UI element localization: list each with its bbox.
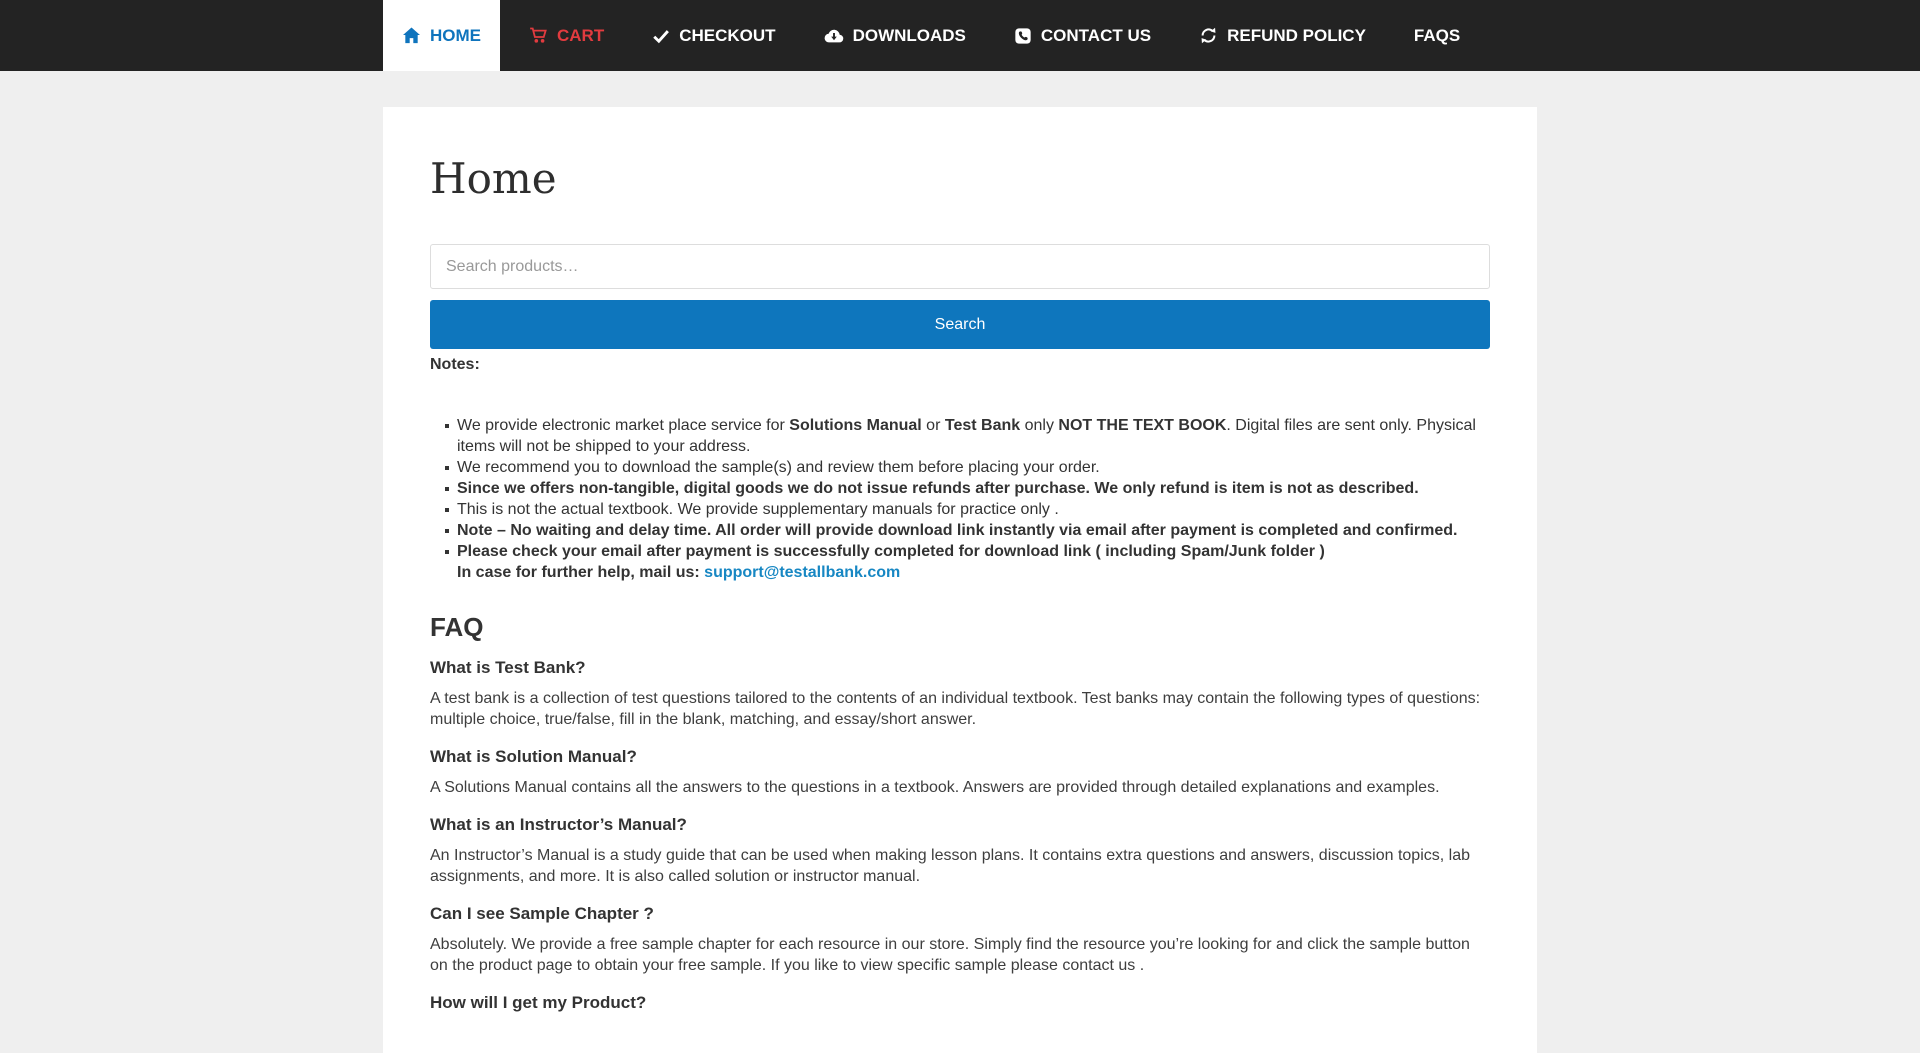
faq-question: What is Solution Manual? (430, 747, 637, 766)
nav-item-label: FAQS (1413, 25, 1461, 45)
search-button[interactable]: Search (430, 300, 1490, 349)
faq-question: What is Test Bank? (430, 658, 586, 677)
nav-item-refund-policy[interactable] (1180, 0, 1385, 71)
faq-answer: An Instructor’s Manual is a study guide that can be used when making lesson plans. It contains extra questions and answers, discussion topics, lab assignments, and more. It is also called solution or instructor manual. (430, 847, 1470, 885)
support-email-link[interactable]: support@testallbank.com (704, 564, 901, 581)
nav-item-cart[interactable] (510, 0, 623, 71)
notes-heading: Notes: (430, 356, 480, 373)
page-title: Home (430, 154, 557, 203)
content-card (383, 107, 1537, 1053)
nav-item-label: CONTACT US (1040, 25, 1152, 45)
nav-item-label: CHECKOUT (679, 25, 776, 45)
faq-heading: FAQ (430, 612, 484, 642)
nav-item-label: CART (557, 25, 605, 45)
note-item: Since we offers non-tangible, digital goods we do not issue refunds after purchase. We only refund is item is not as described. (444, 478, 1490, 499)
check-icon (652, 27, 670, 45)
faq-question: How will I get my Product? (430, 993, 647, 1012)
search-input[interactable] (430, 244, 1490, 289)
note-item: This is not the actual textbook. We provide supplementary manuals for practice only . (444, 499, 1490, 520)
faq-item (430, 904, 1490, 976)
faq-answer: Absolutely. We provide a free sample chapter for each resource in our store. Simply find the resource you’re looking for and click the sample button on the product page to obtain your free sample. If you like to view specific sample please contact us . (430, 936, 1470, 974)
phone-square-icon (1014, 27, 1032, 45)
nav-item-label: REFUND POLICY (1227, 25, 1366, 45)
faq-item (430, 747, 1490, 798)
faq-answer: A Solutions Manual contains all the answers to the questions in a textbook. Answers are provided through detailed explanations and examples. (430, 779, 1440, 796)
nav-item-contact-us[interactable] (995, 0, 1170, 71)
note-item: Note – No waiting and delay time. All order will provide download link instantly via email after payment is completed and confirmed. (444, 520, 1490, 541)
top-navbar (0, 0, 1920, 71)
note-item: Please check your email after payment is successfully completed for download link ( including Spam/Junk folder ) (444, 541, 1490, 562)
faq-item (430, 815, 1490, 887)
note-item: We recommend you to download the sample(s) and review them before placing your order. (444, 457, 1490, 478)
cart-icon (529, 26, 548, 45)
home-icon (402, 26, 421, 45)
nav-item-faqs[interactable] (1395, 0, 1479, 71)
cloud-download-icon (824, 26, 844, 46)
refresh-icon (1199, 26, 1218, 45)
nav-item-label: DOWNLOADS (852, 25, 966, 45)
nav-item-downloads[interactable] (805, 0, 985, 71)
faq-item (430, 993, 1490, 1013)
faq-question: What is an Instructor’s Manual? (430, 815, 687, 834)
faq-question: Can I see Sample Chapter ? (430, 904, 654, 923)
nav-item-home[interactable] (383, 0, 500, 71)
faq-answer: A test bank is a collection of test questions tailored to the contents of an individual textbook. Test banks may contain the following types of questions: multiple choice, true/false, fill in the blank, matching, and essay/short answer. (430, 690, 1481, 728)
product-search-form (430, 244, 1490, 349)
notes-list (444, 415, 1490, 562)
nav-item-label: HOME (430, 25, 481, 45)
note-item: We provide electronic market place service for Solutions Manual or Test Bank only NOT THE TEXT BOOK. Digital files are sent only. Physical items will not be shipped to your address. (444, 415, 1490, 457)
nav-item-checkout[interactable] (633, 0, 794, 71)
support-help-text: In case for further help, mail us: (457, 564, 705, 581)
faq-item (430, 658, 1490, 730)
support-help-line (444, 562, 1490, 583)
